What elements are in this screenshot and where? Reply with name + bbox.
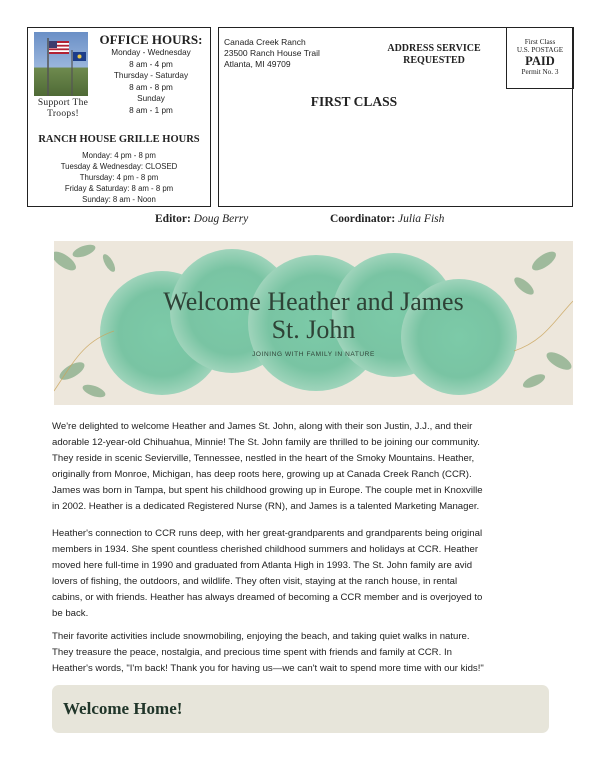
grille-hours-title: RANCH HOUSE GRILLE HOURS xyxy=(38,134,200,145)
grille-hours-line: Sunday: 8 am - Noon xyxy=(82,195,156,204)
editor-credit: Editor: Doug Berry xyxy=(155,213,249,225)
office-hours-list xyxy=(96,47,206,116)
grille-hours-line: Friday & Saturday: 8 am - 8 pm xyxy=(64,184,174,193)
welcome-banner xyxy=(54,241,573,405)
article-paragraph-2: Heather's connection to CCR runs deep, with her great-grandparents and grandparents being original members in 1934. She spent countless cherished childhood summers and holidays at CCR. Heather moved here full-time in 1990 and graduated from Atlanta High in 1993. The St. John family are avid lovers of fishing, the outdoors, and wildlife. They often visit, staying at the ranch house, in rental cabins, or with friends. Heather has always dreamed of becoming a CCR member and is overjoyed to be back. xyxy=(52,528,483,619)
office-hours-line: 8 am - 8 pm xyxy=(129,82,173,92)
article-paragraph-3: Their favorite activities include snowmobiling, enjoying the beach, and taking quiet walks in nature. They treasure the peace, nostalgia, and precious time spent with friends and family at CCR. In Heather's words, "I'm back! Thank you for having us—we can't wait to spend more time with our kids!" xyxy=(52,631,484,674)
office-hours-line: 8 am - 4 pm xyxy=(129,59,173,69)
return-address: Canada Creek Ranch 23500 Ranch House Trail Atlanta, MI 49709 xyxy=(224,37,320,69)
address-service-requested: ADDRESS SERVICE REQUESTED xyxy=(387,43,481,66)
postage-permit: Permit No. 3 xyxy=(521,68,559,76)
grille-hours-line: Tuesday & Wednesday: CLOSED xyxy=(60,162,178,171)
office-hours-line: Sunday xyxy=(137,94,165,103)
first-class-label: FIRST CLASS xyxy=(310,94,398,109)
grille-hours-line: Thursday: 4 pm - 8 pm xyxy=(79,173,159,182)
grille-hours-list xyxy=(28,150,210,205)
mailing-box xyxy=(218,27,573,207)
office-hours-line: 8 am - 1 pm xyxy=(129,105,173,115)
grille-hours-line: Monday: 4 pm - 8 pm xyxy=(82,151,156,160)
flag-photo xyxy=(34,32,88,96)
postage-indicia: First Class U.S. POSTAGE PAID Permit No. 3 xyxy=(506,27,574,89)
support-troops-text: Support The Troops! xyxy=(37,98,89,119)
article-paragraph-1: We're delighted to welcome Heather and James St. John, along with their son Justin, J.J., and their adorable 12-year-old Chihuahua, Minnie! The St. John family are thrilled to be joining our community. They reside in scenic Sevierville, Tennessee, nestled in the heart of the Smoky Mountains. Heather, originally from Monroe, Michigan, has deep roots here, growing up at Canada Creek Ranch (CCR). James was born in Tampa, but spent his childhood growing up in Europe. The couple met in Knoxville in 2002. Heather is a dedicated Registered Nurse (RN), and James is a talented Marketing Manager. xyxy=(52,421,483,512)
banner-title-line2: St. John xyxy=(271,315,356,344)
office-hours-line: Monday - Wednesday xyxy=(111,48,191,57)
banner-title-line1: Welcome Heather and James xyxy=(163,287,464,316)
welcome-home-box xyxy=(52,685,549,733)
postage-paid: PAID xyxy=(525,54,555,68)
welcome-home-title: Welcome Home! xyxy=(63,699,183,718)
coordinator-credit: Coordinator: Julia Fish xyxy=(330,213,445,225)
american-flag-icon xyxy=(34,32,88,96)
banner-subtitle: JOINING WITH FAMILY IN NATURE xyxy=(252,351,375,358)
office-hours-box xyxy=(27,27,211,207)
office-hours-line: Thursday - Saturday xyxy=(113,71,189,80)
office-hours-title: OFFICE HOURS: xyxy=(99,32,203,47)
